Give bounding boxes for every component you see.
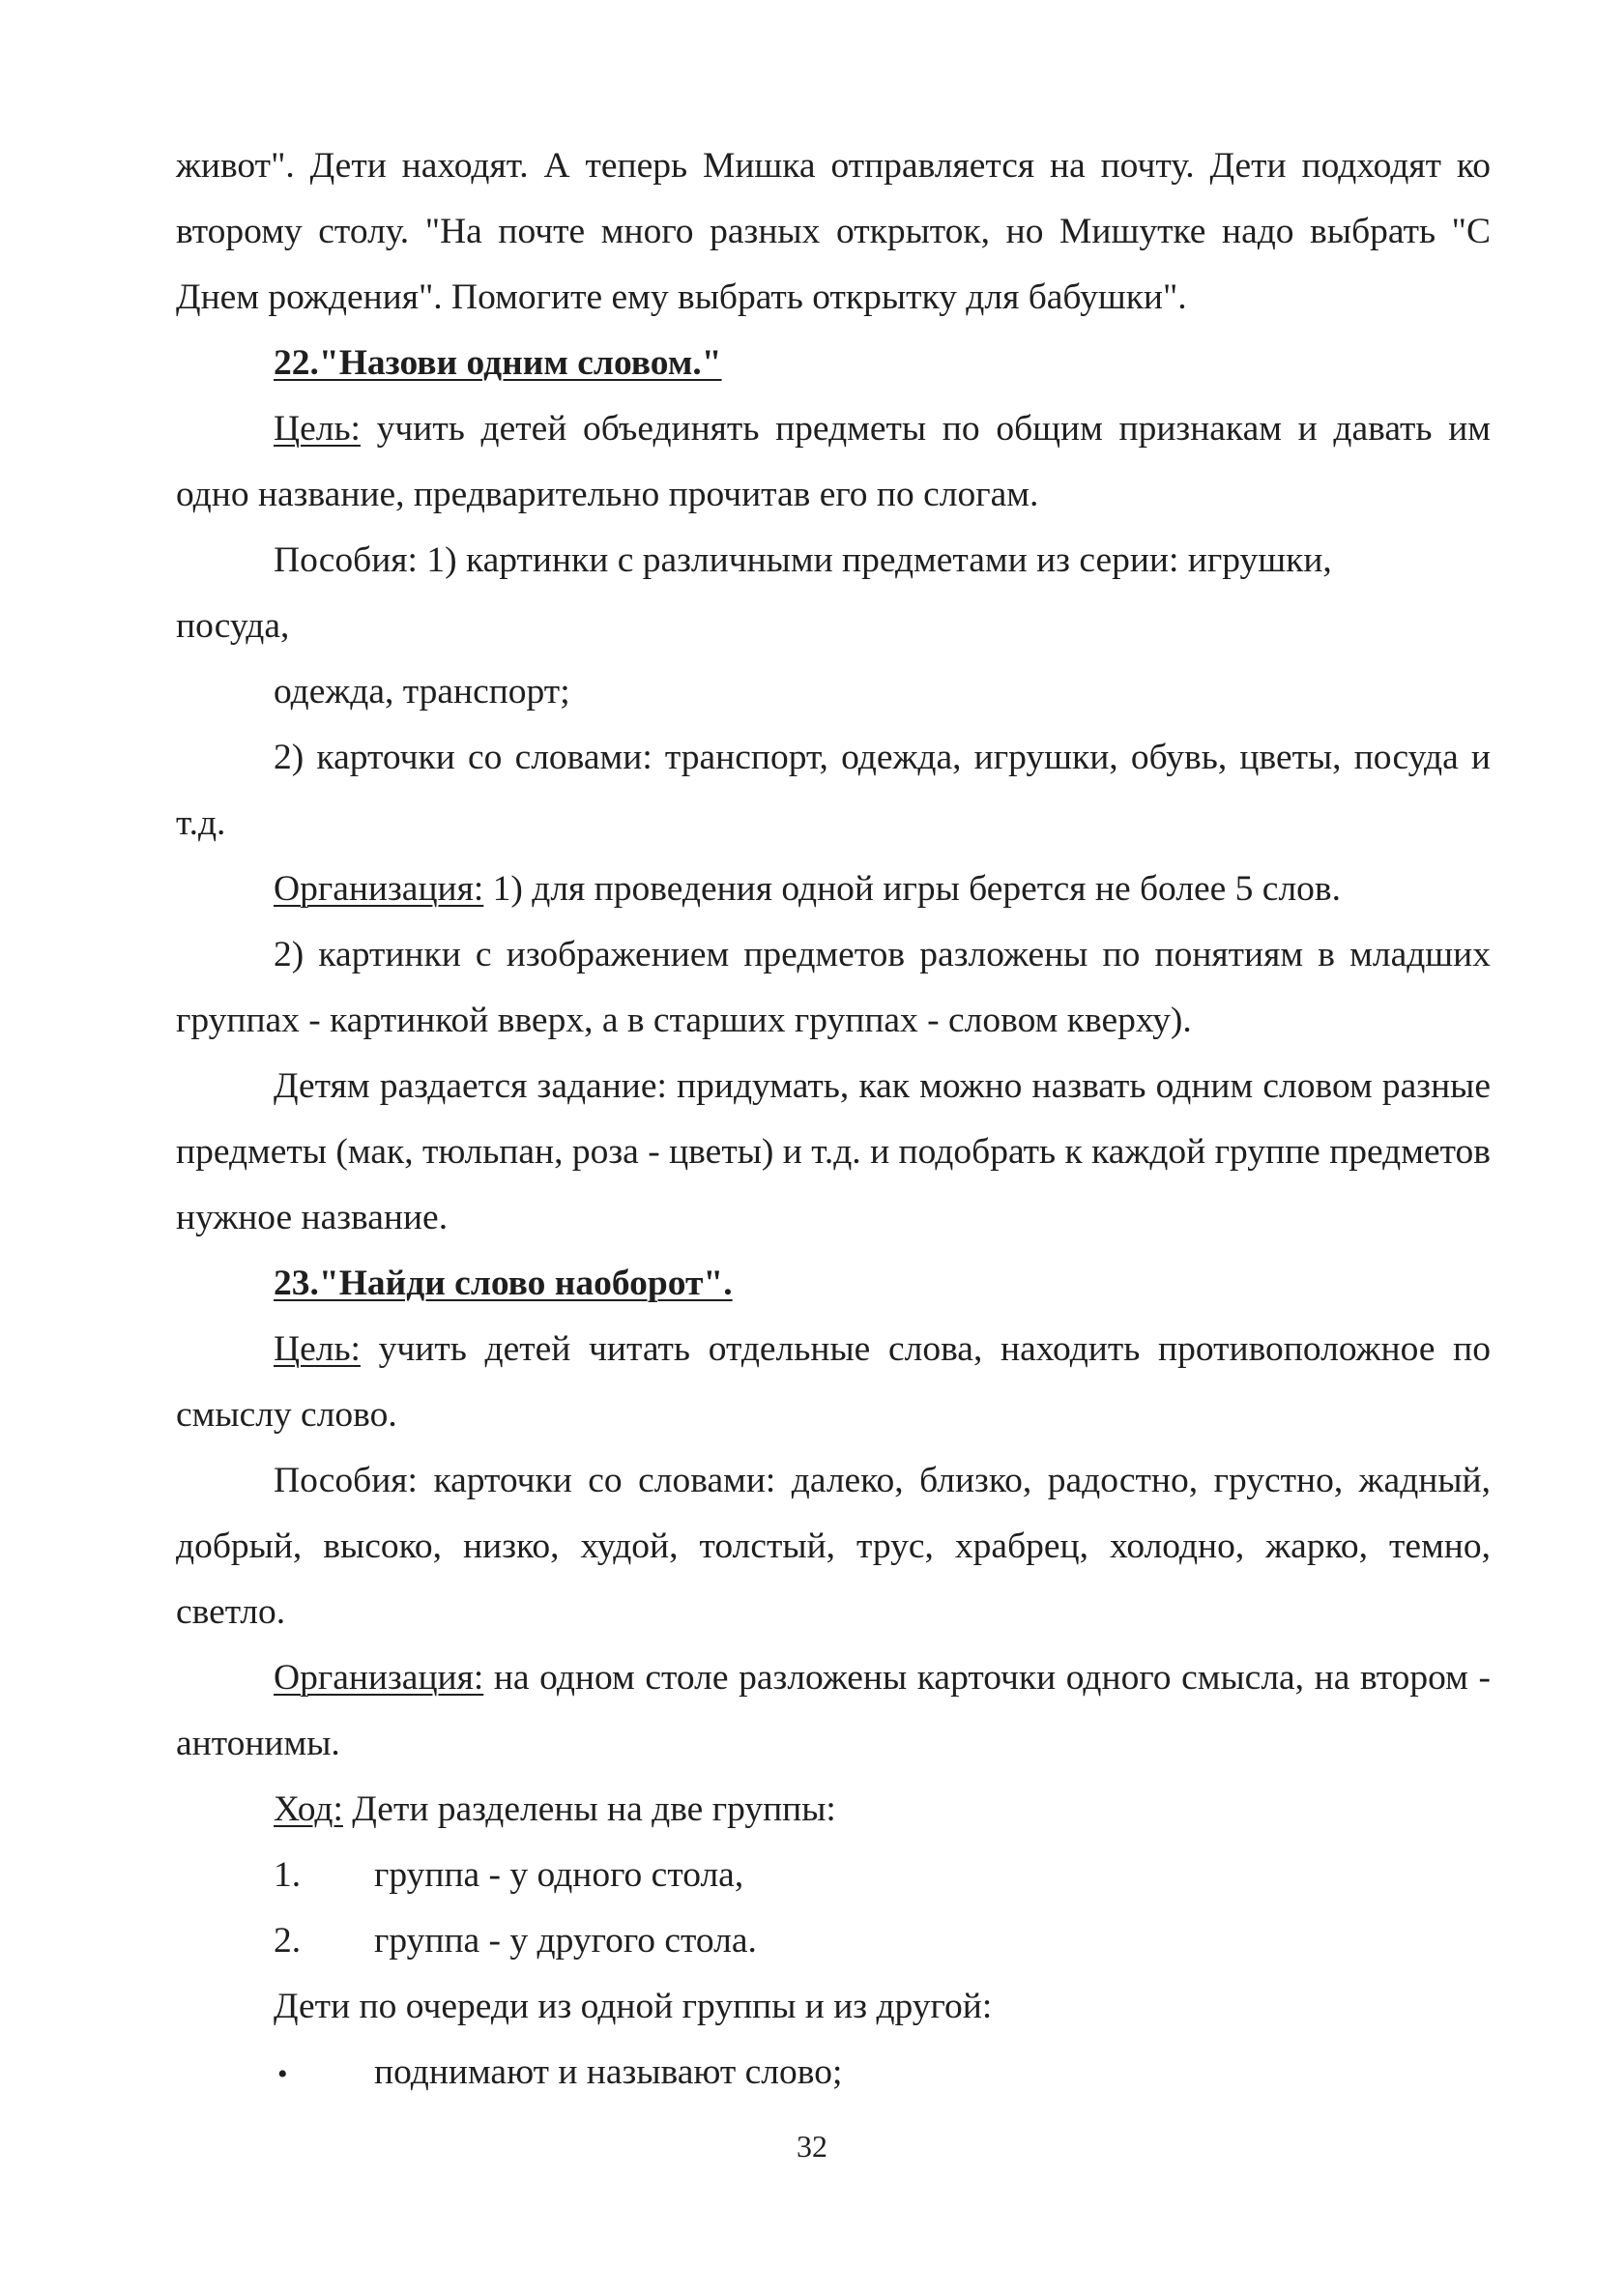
game-23-aids: Пособия: карточки со словами: далеко, близко, радостно, грустно, жадный, добрый, высоко, низко, худой, толстый, трус, храбрец, холодно, жарко, темно, светло. [176,1461,1491,1632]
page-body [176,133,1491,2107]
intro-paragraph: живот". Дети находят. А теперь Мишка отправляется на почту. Дети подходят ко второму столу. "На почте много разных открыток, но Мишутке надо выбрать "С Днем рождения". Помогите ему выбрать открытку для бабушки". [176,146,1491,317]
game-22-title: 22."Назови одним словом." [274,343,722,383]
game-22-heading [176,331,1491,396]
goal-text: учить детей читать отдельные слова, находить противоположное по смыслу слово. [176,1329,1491,1435]
list-item-text: группа - у другого стола. [374,1921,757,1961]
game-22-aids-item-2: 2) карточки со словами: транспорт, одежда, игрушки, обувь, цветы, посуда и т.д. [176,738,1491,843]
page-number: 32 [797,2129,827,2164]
game-23-heading [176,1251,1491,1317]
organization-label: Организация: [274,869,484,909]
game-22-organization [176,857,1491,922]
goal-text: учить детей объединять предметы по общим признакам и давать им одно название, предварительно прочитав его по слогам. [176,409,1491,514]
game-22-task: Детям раздается задание: придумать, как можно назвать одним словом разные предметы (мак, тюльпан, роза - цветы) и т.д. и подобрать к каждой группе предметов нужное название. [176,1066,1491,1237]
organization-text: на одном столе разложены карточки одного смысла, на втором - антонимы. [176,1658,1491,1763]
game-22-organization-item-2: 2) картинки с изображением предметов разложены по понятиям в младших группах - картинкой вверх, а в старших группах - словом кверху). [176,935,1491,1040]
organization-label: Организация: [274,1658,484,1698]
game-23-goal [176,1317,1491,1448]
list-item-text: группа - у одного стола, [374,1855,744,1895]
bullet-marker [274,2040,374,2107]
game-22-aids-continuation-2: одежда, транспорт; [274,672,570,712]
list-item [176,1908,1491,1974]
game-22-aids: Пособия: 1) картинки с различными предметами из серии: игрушки, [274,540,1332,580]
list-number: 2. [274,1921,302,1961]
game-22-goal [176,396,1491,528]
list-item [176,2040,1491,2107]
organization-text: 1) для проведения одной игры берется не более 5 слов. [483,869,1341,909]
game-23-course [176,1777,1491,1843]
course-label: Ход: [274,1789,343,1829]
game-23-turns: Дети по очереди из одной группы и из другой: [274,1987,993,2026]
bullet-icon: • [277,2058,288,2090]
list-number: 1. [274,1855,302,1895]
goal-label: Цель: [274,1329,361,1369]
list-item-text: поднимают и называют слово; [374,2052,843,2092]
goal-label: Цель: [274,409,361,449]
game-23-title: 23."Найди слово наоборот". [274,1264,733,1303]
game-22-aids-continuation: посуда, [176,606,290,646]
list-item [176,1843,1491,1908]
course-text: Дети разделены на две группы: [342,1789,836,1829]
game-23-organization [176,1645,1491,1777]
